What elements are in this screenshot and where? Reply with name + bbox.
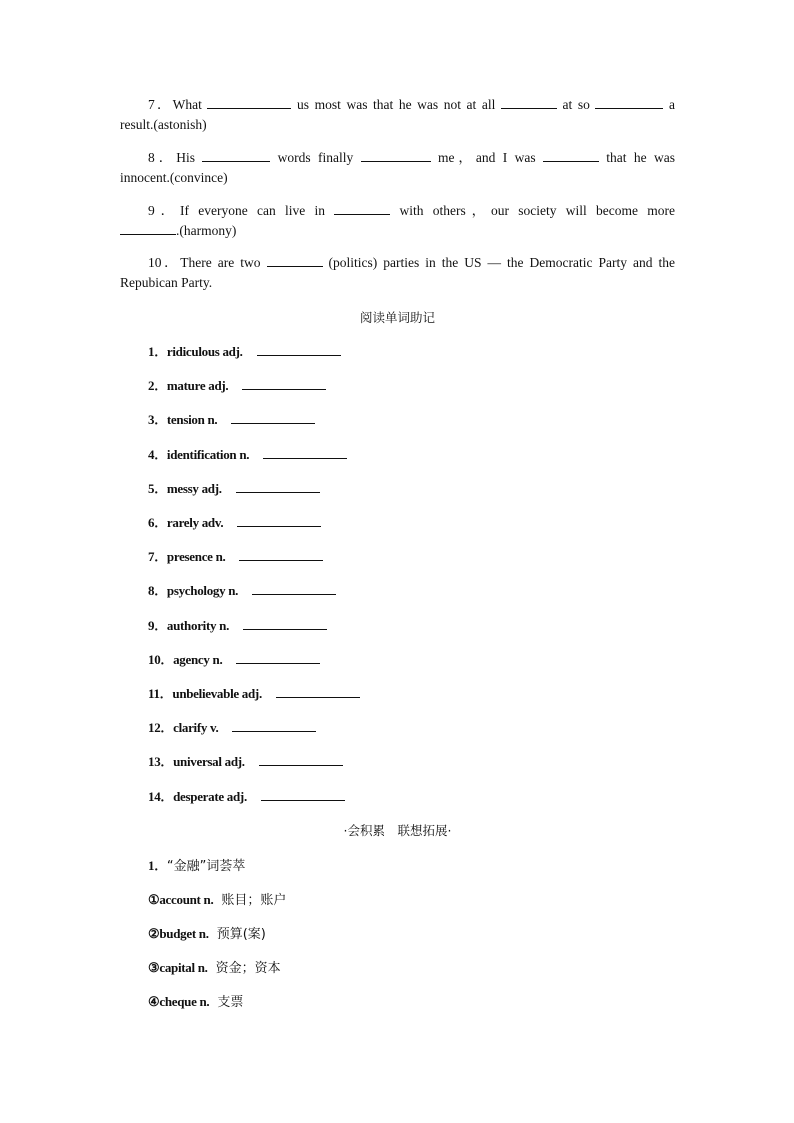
vocab-item bbox=[148, 375, 326, 394]
answer-blank[interactable] bbox=[361, 149, 431, 162]
text: a bbox=[663, 97, 675, 112]
vocab-item bbox=[148, 478, 320, 497]
answer-blank[interactable] bbox=[120, 222, 176, 235]
answer-blank[interactable] bbox=[242, 377, 326, 390]
text: 8．His bbox=[148, 150, 203, 165]
text: .(harmony) bbox=[176, 223, 237, 238]
finance-word: ③capital n. bbox=[148, 960, 208, 975]
answer-blank[interactable] bbox=[237, 514, 321, 527]
text: with others，our society will become more bbox=[390, 203, 675, 218]
vocab-word: 6．rarely adv. bbox=[148, 515, 224, 530]
vocab-word: 5．messy adj. bbox=[148, 480, 222, 496]
text: innocent.(convince) bbox=[120, 170, 228, 185]
section2-title: ·会积累 联想拓展· bbox=[343, 823, 452, 838]
vocab-word: 13．universal adj. bbox=[148, 754, 245, 770]
text: 1． bbox=[148, 858, 167, 873]
answer-blank[interactable] bbox=[501, 96, 557, 109]
finance-item bbox=[148, 957, 281, 976]
text: me，and I was bbox=[430, 150, 543, 165]
vocab-word: 10．agency n. bbox=[148, 651, 223, 667]
finance-word: ①account n. bbox=[148, 892, 214, 907]
vocab-item bbox=[148, 512, 321, 531]
vocab-word: 11．unbelievable adj. bbox=[148, 686, 262, 701]
text: 7．What bbox=[148, 97, 208, 112]
answer-blank[interactable] bbox=[334, 202, 390, 215]
vocab-item bbox=[148, 683, 360, 702]
finance-word: ④cheque n. bbox=[148, 994, 210, 1009]
answer-blank[interactable] bbox=[232, 719, 316, 732]
answer-blank[interactable] bbox=[239, 548, 323, 561]
exercise-10 bbox=[120, 253, 675, 293]
answer-blank[interactable] bbox=[543, 149, 599, 162]
text: us most was that he was not at all bbox=[291, 97, 501, 112]
vocab-word: 4．identification n. bbox=[148, 446, 250, 462]
vocab-word: 2．mature adj. bbox=[148, 378, 229, 394]
vocab-word: 7．presence n. bbox=[148, 549, 226, 565]
finance-item bbox=[148, 923, 266, 942]
exercise-8 bbox=[120, 148, 675, 188]
answer-blank[interactable] bbox=[252, 582, 336, 595]
text: “金融”词荟萃 bbox=[166, 859, 246, 874]
exercise-7 bbox=[120, 95, 675, 135]
finance-item bbox=[148, 889, 286, 908]
vocab-item bbox=[148, 341, 341, 360]
answer-blank[interactable] bbox=[236, 651, 320, 664]
vocab-item bbox=[148, 409, 315, 428]
finance-meaning: 预算(案) bbox=[216, 927, 266, 942]
finance-heading bbox=[148, 855, 245, 874]
answer-blank[interactable] bbox=[261, 788, 345, 801]
answer-blank[interactable] bbox=[595, 96, 663, 109]
answer-blank[interactable] bbox=[276, 685, 360, 698]
vocab-item bbox=[148, 546, 323, 565]
vocab-item bbox=[148, 751, 343, 770]
text: 9．If everyone can live in bbox=[148, 203, 335, 218]
vocab-item bbox=[148, 580, 336, 599]
exercise-9 bbox=[120, 201, 675, 241]
text: result.(astonish) bbox=[120, 117, 207, 132]
section-title: 阅读单词助记 bbox=[359, 310, 435, 325]
finance-item bbox=[148, 991, 243, 1010]
answer-blank[interactable] bbox=[259, 753, 343, 766]
answer-blank[interactable] bbox=[202, 149, 270, 162]
vocab-item bbox=[148, 786, 345, 805]
vocab-item bbox=[148, 649, 320, 668]
vocab-item bbox=[148, 444, 347, 463]
answer-blank[interactable] bbox=[207, 96, 291, 109]
text: (politics) parties in the US — the Democratic Party and the bbox=[322, 255, 675, 270]
vocab-word: 14．desperate adj. bbox=[148, 788, 247, 804]
answer-blank[interactable] bbox=[257, 343, 341, 356]
vocab-word: 9．authority n. bbox=[148, 617, 230, 633]
text: 10．There are two bbox=[148, 255, 267, 270]
finance-meaning: 支票 bbox=[217, 995, 244, 1010]
vocab-word: 12．clarify v. bbox=[148, 720, 219, 736]
vocab-item bbox=[148, 717, 316, 736]
vocab-word: 3．tension n. bbox=[148, 412, 218, 428]
vocab-item bbox=[148, 615, 327, 634]
vocab-word: 1．ridiculous adj. bbox=[148, 344, 243, 359]
text: words finally bbox=[270, 150, 361, 165]
answer-blank[interactable] bbox=[236, 480, 320, 493]
text: Repubican Party. bbox=[120, 275, 213, 290]
text: that he was bbox=[598, 150, 675, 165]
text: at so bbox=[556, 97, 596, 112]
answer-blank[interactable] bbox=[267, 254, 323, 267]
finance-meaning: 资金；资本 bbox=[215, 961, 281, 976]
finance-word: ②budget n. bbox=[148, 926, 209, 941]
vocab-word: 8．psychology n. bbox=[148, 583, 239, 599]
answer-blank[interactable] bbox=[231, 411, 315, 424]
finance-meaning: 账目；账户 bbox=[221, 893, 287, 908]
answer-blank[interactable] bbox=[263, 446, 347, 459]
answer-blank[interactable] bbox=[243, 617, 327, 630]
